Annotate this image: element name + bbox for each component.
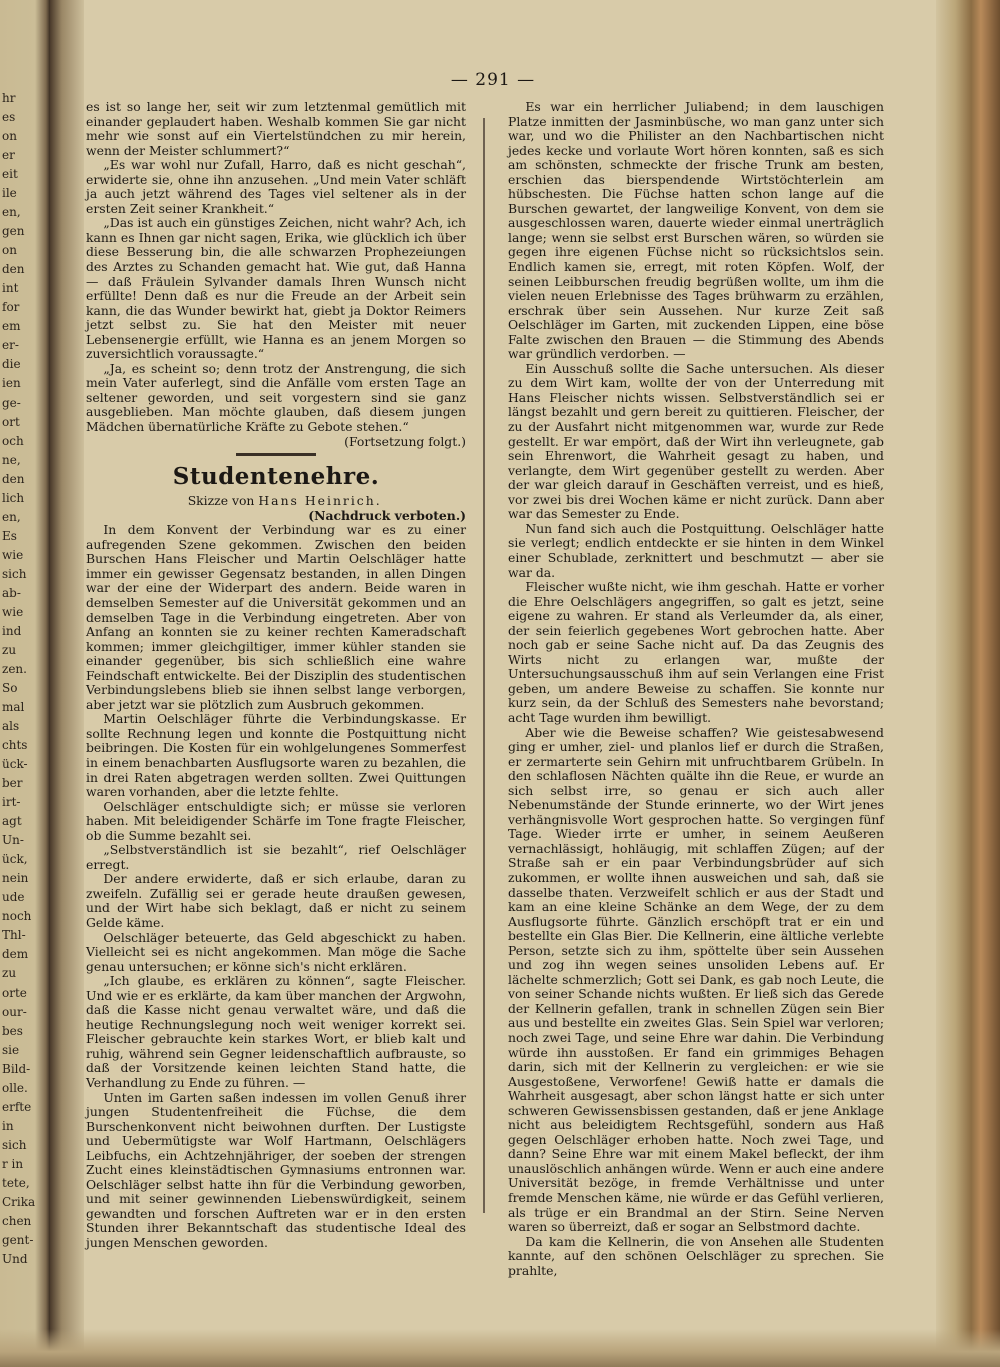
paragraph: Oelschläger entschuldigte sich; er müsse sie verloren haben. Mit beleidigender Schärfe im Tone fragte Fleischer, ob die Summe bezahlt sei. <box>86 798 466 843</box>
story-title: Studentenehre. <box>172 463 380 491</box>
previous-page-fragment: chts <box>2 738 28 752</box>
previous-page-fragment: ab- <box>2 586 21 600</box>
previous-page-fragment: sich <box>2 567 27 581</box>
byline-prefix: Skizze von <box>187 493 255 509</box>
rights-notice: (Nachdruck verboten.) <box>308 507 466 523</box>
previous-page-fragment: wie <box>2 548 24 562</box>
paragraph: „Selbstverständlich ist sie bezahlt“, rief Oelschläger erregt. <box>86 842 466 872</box>
paragraph: „Das ist auch ein günstiges Zeichen, nicht wahr? Ach, ich kann es Ihnen gar nicht sagen, Erika, wie glücklich ich über diese Besserung bin, die alle schwarzen Prophezeiungen des Arztes zu Schanden gemacht hat. Wie gut, daß Hanna — daß Fräulein Sylvander damals Ihren Wunsch nicht erfüllte! Denn daß es nur die Freude an der Arbeit sein kann, die das Wunder bewirkt hat, giebt ja Doktor Reimers jetzt selbst zu. Sie hat den Meister mit neuer Lebensenergie erfüllt, wie Hanna es an jenem Morgen so zuversichtlich voraussagte.“ <box>86 215 466 362</box>
previous-page-fragment: bes <box>2 1024 23 1038</box>
previous-page-fragment: lich <box>2 491 25 505</box>
previous-page-fragment: orte <box>2 986 27 1000</box>
previous-page-fragment: ge- <box>2 396 21 410</box>
previous-page-fragment: sich <box>2 1138 27 1152</box>
previous-page-fragment: zen. <box>2 662 27 676</box>
previous-page-fragment: our- <box>2 1005 27 1019</box>
paragraph: Nun fand sich auch die Postquittung. Oelschläger hatte sie verlegt; endlich entdeckte er sie hinten in dem Winkel einer Schublade, zerknittert und beschmutzt — aber sie war da. <box>508 520 884 580</box>
previous-page-fragment: gent- <box>2 1233 34 1247</box>
previous-page-fragment: irt- <box>2 795 21 809</box>
previous-page-fragment: Bild- <box>2 1062 31 1076</box>
continuation-note: (Fortsetzung folgt.) <box>344 433 466 449</box>
previous-page-fragment: ber <box>2 776 23 790</box>
paragraph: „Ja, es scheint so; denn trotz der Anstrengung, die sich mein Vater auferlegt, sind die Anfälle vom ersten Tage an seltener geworden, und seit vorgestern sind sie ganz ausgeblieben. Man möchte glauben, daß diesem jungen Mädchen übernatürliche Kräfte zu Gebote stehen.“ <box>86 360 466 435</box>
previous-page-fragment: Thl- <box>2 928 26 942</box>
previous-page-fragment: den <box>2 262 25 276</box>
previous-page-fragment: in <box>2 1119 14 1133</box>
column-divider <box>483 118 485 1213</box>
previous-page-fragment: mal <box>2 700 25 714</box>
paragraph: Da kam die Kellnerin, die von Ansehen alle Studenten kannte, auf den schönen Oelschläger zu sprechen. Sie prahlte, <box>508 1233 884 1278</box>
previous-page-fragment: och <box>2 434 24 448</box>
previous-page-fragment: er <box>2 148 15 162</box>
paragraph: Es war ein herrlicher Juliabend; in dem lauschigen Platze inmitten der Jasminbüsche, wo man ganz unter sich war, und wo die Philister an den Nachbartischen nicht jedes kecke und vorlaute Wort hören konnten, saß es sich am schönsten, schmeckte der frische Trunk am besten, erschien das bierspendende Wirtstöchterlein am hübschesten. Die Füchse hatten schon lange auf die Burschen gewartet, der langweilige Konvent, von dem sie ausgeschlossen waren, dauerte wieder einmal unerträglich lange; wenn sie selbst erst Burschen wären, so würden sie gegen ihre eigenen Füchse nicht so rücksichtslos sein. Endlich kamen sie, erregt, mit roten Köpfen. Wolf, der seinen Leibburschen freudig begrüßen wollte, um ihm die vielen neuen Erlebnisse des Tages brühwarm zu erzählen, erschrak über sein Aussehen. Nur kurze Zeit saß Oelschläger im Garten, mit zuckenden Lippen, eine böse Falte zwischen den Brauen — die Stimmung des Abends war gründlich verdorben. — <box>508 99 884 362</box>
previous-page-fragment: int <box>2 281 19 295</box>
previous-page-fragment: erfte <box>2 1100 32 1114</box>
section-rule <box>236 453 316 456</box>
previous-page-fragment: noch <box>2 909 32 923</box>
page-edge-bottom <box>0 1329 1000 1367</box>
previous-page-fragment: on <box>2 129 17 143</box>
previous-page-fragment: sie <box>2 1043 20 1057</box>
previous-page-fragment: on <box>2 243 17 257</box>
previous-page-edge <box>0 0 50 1367</box>
book-gutter <box>50 0 84 1367</box>
author-name: Hans Heinrich. <box>258 493 382 509</box>
previous-page-fragment: eit <box>2 167 18 181</box>
paragraph: „Es war wohl nur Zufall, Harro, daß es nicht geschah“, erwiderte sie, ohne ihn anzusehen. „Und mein Vater schläft ja auch jetzt während des Tages viel seltener als in der ersten Zeit seiner Krankheit.“ <box>86 157 466 216</box>
previous-page-fragment: ne, <box>2 453 21 467</box>
previous-page-fragment: ude <box>2 890 25 904</box>
previous-page-fragment: ück, <box>2 852 28 866</box>
previous-page-fragment: dem <box>2 947 29 961</box>
previous-page-fragment: ien <box>2 376 21 390</box>
right-column <box>508 100 884 1278</box>
paragraph: Unten im Garten saßen indessen im vollen Genuß ihrer jungen Studentenfreiheit die Füchse, die dem Burschenkonvent nicht beiwohnen durften. Der Lustigste und Uebermütigste war Wolf Hartmann, Oelschlägers Leibfuchs, ein Achtzehnjähriger, der soeben der strengen Zucht eines kleinstädtischen Gymnasiums entronnen war. Oelschläger selbst hatte ihn für die Verbindung geworben, und mit seiner gewinnenden Liebenswürdigkeit, seinem gewandten und forschen Auftreten war er in den ersten Stunden ihrer Bekanntschaft das studentische Ideal des jungen Menschen geworden. <box>86 1089 466 1251</box>
previous-page-fragment: zu <box>2 643 17 657</box>
previous-page-fragment: den <box>2 472 25 486</box>
previous-page-fragment: ort <box>2 415 20 429</box>
previous-page-fragment: gen <box>2 224 25 238</box>
previous-page-fragment: Un- <box>2 833 24 847</box>
previous-page-fragment: en, <box>2 510 21 524</box>
previous-page-fragment: for <box>2 300 20 314</box>
left-column <box>86 100 466 1251</box>
previous-page-fragment: Und <box>2 1252 28 1266</box>
paragraph: Fleischer wußte nicht, wie ihm geschah. Hatte er vorher die Ehre Oelschlägers angegriffen, so galt es jetzt, seine eigene zu wahren. Er stand als Verleumder da, als einer, der sein feierlich gegebenes Wort gebrochen hatte. Aber noch gab er seine Sache nicht auf. Da das Zeugnis des Wirts nicht zu erlangen war, mußte der Untersuchungsausschuß ihm auf sein Verlangen eine Frist geben, um andere Beweise zu schaffen. Sie konnte nur kurz sein, da der Schluß des Semesters nahe bevorstand; acht Tage wurden ihm bewilligt. <box>508 579 884 725</box>
page-number: — 291 — <box>450 70 536 90</box>
previous-page-fragment: So <box>2 681 18 695</box>
paragraph: Der andere erwiderte, daß er sich erlaube, daran zu zweifeln. Zufällig sei er gerade heute draußen gewesen, und der Wirt habe sich beklagt, daß er nicht zu seinem Gelde käme. <box>86 871 466 930</box>
previous-page-fragment: agt <box>2 814 22 828</box>
byline <box>86 494 466 509</box>
paragraph: „Ich glaube, es erklären zu können“, sagte Fleischer. Und wie er es erklärte, da kam über manchen der Argwohn, daß die Kasse nicht genau verwaltet wäre, und daß die heutige Rechnungslegung noch weit weniger korrekt sei. Fleischer gebrauchte kein starkes Wort, er blieb kalt und ruhig, während sein Gegner leidenschaftlich aufbrauste, so daß der Vorsitzende keinen leichten Stand hatte, die Verhandlung zu Ende zu führen. — <box>86 973 466 1090</box>
paragraph: Ein Ausschuß sollte die Sache untersuchen. Als dieser zu dem Wirt kam, wollte der von der Unterredung mit Hans Fleischer nichts wissen. Selbstverständlich sei er längst bezahlt und gern bereit zu quittieren. Fleischer, der zu der Ausfahrt nicht mitgenommen war, wurde zur Rede gestellt. Er war empört, daß der Wirt ihn verleugnete, gab sein Ehrenwort, die Wahrheit gesagt zu haben, und verlangte, dem Wirt gegenüber gestellt zu werden. Aber der war gleich darauf in Geschäften verreist, und es hieß, vor zwei bis drei Wochen käme er nicht zurück. Dann aber war das Semester zu Ende. <box>508 360 884 522</box>
previous-page-fragment: ind <box>2 624 22 638</box>
paragraph: Oelschläger beteuerte, das Geld abgeschickt zu haben. Vielleicht sei es nicht angekommen. Man möge die Sache genau untersuchen; er könne sich's nicht erklären. <box>86 929 466 974</box>
paragraph: Aber wie die Beweise schaffen? Wie geistesabwesend ging er umher, ziel- und planlos lief er durch die Straßen, er zermarterte sein Gehirn mit unfruchtbarem Grübeln. In den schlaflosen Nächten quälte ihn die Reue, er wurde an sich selbst irre, so genau er sich auch aller Nebenumstände der Stunde erinnerte, wo der Wirt jenes verhängnisvolle Wort gesprochen hatte. So vergingen fünf Tage. Wieder irrte er umher, in seinem Aeußeren vernachlässigt, hohläugig, mit schlaffen Zügen; auf der Straße sah er ein paar Verbindungsbrüder auf sich zukommen, er wollte ihnen ausweichen und sah, daß sie dasselbe thaten. Verzweifelt schlich er aus der Stadt und kam an eine kleine Schänke an dem Wege, der zu dem Ausflugsorte führte. Gänzlich erschöpft trat er ein und bestellte ein Glas Bier. Die Kellnerin, eine ältliche verlebte Person, setzte sich zu ihm, spöttelte über sein Aussehen und zog ihn wegen seines unsoliden Lebens auf. Er lächelte schmerzlich; Gott sei Dank, es gab noch Leute, die von seiner Schande nichts wußten. Er ließ sich das Gerede der Kellnerin gefallen, trank in schnellen Zügen sein Bier aus und bestellte ein zweites Glas. Sein Spiel war verloren; noch zwei Tage, und seine Ehre war dahin. Die Verbindung würde ihn ausstoßen. Er fand ein grimmiges Behagen darin, sich mit der Kellnerin zu vergleichen: er wie sie Ausgestoßene, Verworfene! Gewiß hatte er damals die Wahrheit ausgesagt, aber schon längst hatte er sich unter schweren Gewissensbissen gestanden, daß er jene Anklage nicht aus beleidigtem Rechtsgefühl, sondern aus Haß gegen Oelschläger erhoben hatte. Noch zwei Tage, und dann? Seine Ehre war mit einem Makel befleckt, der ihm unauslöschlich anhängen würde. Wenn er auch eine andere Universität bezöge, in fremde Verhältnisse und unter fremde Menschen käme, nie würde er das Gefühl verlieren, als trüge er ein Brandmal an der Stirn. Seine Nerven waren so überreizt, daß er sogar an Selbstmord dachte. <box>508 724 884 1235</box>
previous-page-fragment: als <box>2 719 20 733</box>
previous-page-fragment: olle. <box>2 1081 28 1095</box>
previous-page-fragment: Crika <box>2 1195 36 1209</box>
previous-page-fragment: chen <box>2 1214 32 1228</box>
previous-page-fragment: r in <box>2 1157 24 1171</box>
previous-page-fragment: es <box>2 110 16 124</box>
paragraph: In dem Konvent der Verbindung war es zu einer aufregenden Szene gekommen. Zwischen den beiden Burschen Hans Fleischer und Martin Oelschläger hatte immer ein gewisser Gegensatz bestanden, in allen Dingen war der eine der Widerpart des andern. Beide waren in demselben Semester auf die Universität gekommen und an demselben Tage in die Verbindung eingetreten. Aber von Anfang an konnten sie zu keiner rechten Kameradschaft kommen; immer gleichgiltiger, immer kühler standen sie einander gegenüber, bis sich schließlich eine wahre Feindschaft entwickelte. Bei der Disziplin des studentischen Verbindungslebens blieb sie ihnen selbst lange verborgen, aber jetzt war sie plötzlich zum Ausbruch gekommen. <box>86 522 466 712</box>
previous-page-fragment: wie <box>2 605 24 619</box>
previous-page-fragment: ile <box>2 186 17 200</box>
previous-page-fragment: er- <box>2 338 19 352</box>
previous-page-fragment: nein <box>2 871 29 885</box>
previous-page-fragment: tete, <box>2 1176 30 1190</box>
previous-page-fragment: en, <box>2 205 21 219</box>
previous-page-fragment: Es <box>2 529 17 543</box>
previous-page-fragment: em <box>2 319 21 333</box>
previous-page-fragment: ück- <box>2 757 28 771</box>
paragraph: es ist so lange her, seit wir zum letztenmal gemütlich mit einander geplaudert haben. Weshalb kommen Sie gar nicht mehr wie sonst auf ein Viertelstündchen zu mir herein, wenn der Meister schlummert?“ <box>86 99 466 158</box>
paragraph: Martin Oelschläger führte die Verbindungskasse. Er sollte Rechnung legen und konnte die Postquittung nicht beibringen. Die Kosten für ein wohlgelungenes Sommerfest in einem benachbarten Ausflugsorte waren zu bezahlen, die in drei Raten abgetragen werden sollten. Zwei Quittungen waren vorhanden, aber die letzte fehlte. <box>86 711 466 800</box>
previous-page-fragment: die <box>2 357 21 371</box>
page-edge-right <box>936 0 1000 1367</box>
previous-page-fragment: hr <box>2 91 16 105</box>
previous-page-fragment: zu <box>2 966 17 980</box>
